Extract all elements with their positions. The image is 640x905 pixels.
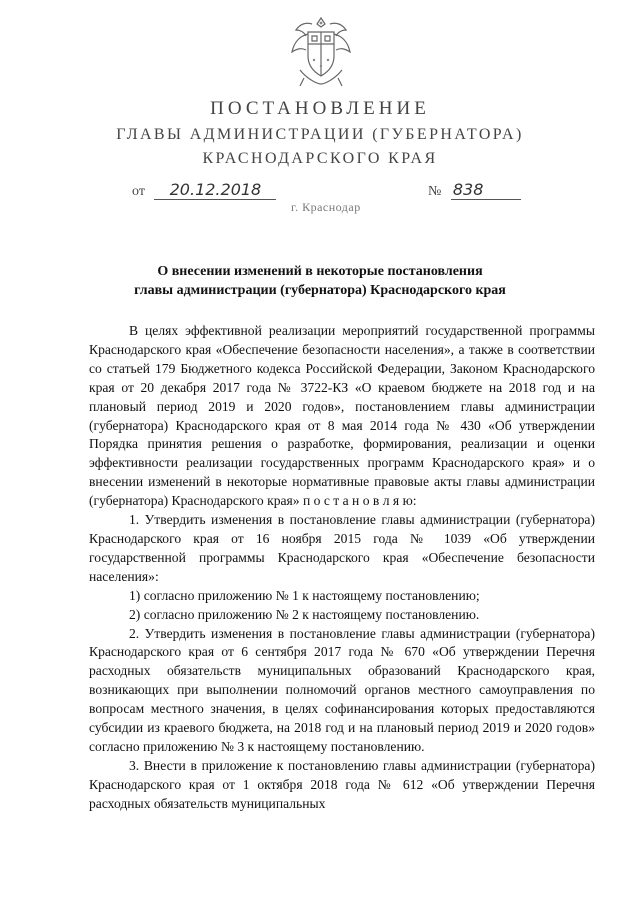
paragraph-item-2: 2. Утвердить изменения в постановление главы администрации (губернатора) Краснодарского края от 6 сентября 2017 года № 670 «Об утверждении Перечня расходных обязательств муниципальных образований Краснодарского края, возникающих при выполнении полномочий органов местного самоуправления по вопросам местного значения, в целях софинансирования которых предоставляются субсидии из краевого бюджета, на 2018 год и на плановый период 2019 и 2020 годов» согласно приложению № 3 к настоящему постановлению. [89, 625, 595, 754]
number-line [428, 180, 521, 200]
paragraph-subitem-1: 1) согласно приложению № 1 к настоящему постановлению; [129, 587, 480, 603]
paragraph-item-1: 1. Утвердить изменения в постановление главы администрации (губернатора) Краснодарского края от 16 ноября 2015 года № 1039 «Об утверждении государственной программы Краснодарского края «Обеспечение безопасности населения»: [89, 512, 595, 584]
paragraph-preamble: В целях эффективной реализации мероприятий государственной программы Краснодарского края «Обеспечение безопасности населения», а также в соответствии со статьей 179 Бюджетного кодекса Российской Федерации, Законом Краснодарского края от 20 декабря 2017 года № 3722-КЗ «О краевом бюджете на 2018 год и на плановый период 2019 и 2020 годов», постановлением главы администрации (губернатора) Краснодарского края от 8 мая 2014 года № 430 «Об утверждении Порядка принятия решения о разработке, формирования, реализации и оценки эффективности реализации государственных программ Краснодарского края» и о внесении изменений в некоторые нормативные правовые акты главы администрации (губернатора) Краснодарского края» п о с т а н о в л я ю: [89, 323, 595, 509]
number-prefix: № [428, 184, 442, 199]
coat-of-arms-emblem [290, 14, 352, 90]
document-type-heading: ПОСТАНОВЛЕНИЕ [210, 98, 430, 119]
document-title [0, 262, 640, 300]
date-line [132, 180, 276, 200]
title-line-2: главы администрации (губернатора) Краснодарского края [134, 283, 506, 298]
paragraph-item-3: 3. Внести в приложение к постановлению главы администрации (губернатора) Краснодарского края от 1 октября 2018 года № 612 «Об утверждении Перечня расходных обязательств муниципальных [89, 757, 595, 811]
date-prefix: от [132, 184, 145, 199]
number-value: 838 [451, 180, 521, 200]
paragraph-subitem-2: 2) согласно приложению № 2 к настоящему постановлению. [129, 606, 480, 622]
issuer-heading: ГЛАВЫ АДМИНИСТРАЦИИ (ГУБЕРНАТОРА) [116, 126, 524, 143]
document-body [89, 322, 595, 814]
region-heading: КРАСНОДАРСКОГО КРАЯ [202, 150, 438, 167]
title-line-1: О внесении изменений в некоторые постановления [157, 264, 483, 279]
date-value: 20.12.2018 [154, 180, 276, 200]
city-label: г. Краснодар [291, 200, 361, 214]
